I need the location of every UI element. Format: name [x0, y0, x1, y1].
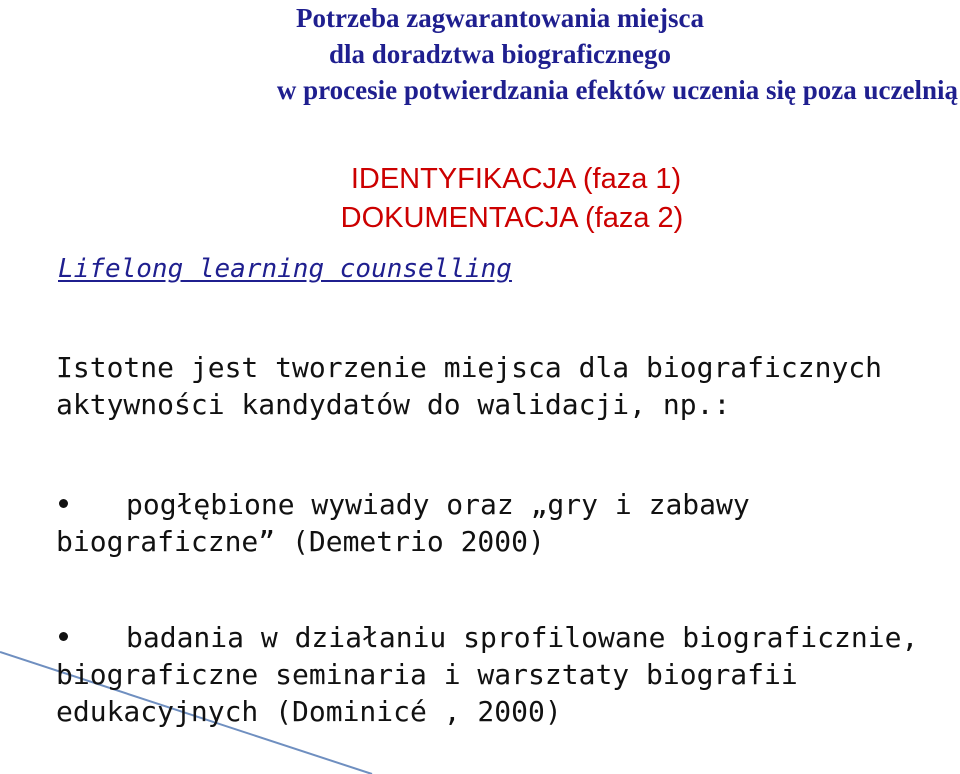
- title-line-3: w procesie potwierdzania efektów uczenia się poza uczelnią: [276, 75, 958, 105]
- phase-1-heading: IDENTYFIKACJA (faza 1): [350, 163, 682, 195]
- intro-line-2: aktywności kandydatów do walidacji, np.:: [56, 388, 731, 421]
- bullet-1-line-2: biograficzne” (Demetrio 2000): [56, 525, 545, 558]
- bullet-2-line-3: edukacyjnych (Dominicé , 2000): [56, 695, 562, 728]
- title-line-2: dla doradztwa biograficznego: [329, 39, 671, 69]
- bullet-dot-icon: [56, 486, 126, 523]
- bullet-dot-icon: [56, 619, 126, 656]
- intro-paragraph: [56, 349, 882, 423]
- bullet-1-line-1: pogłębione wywiady oraz „gry i zabawy: [126, 488, 750, 521]
- bullet-item-2: [56, 619, 918, 730]
- intro-line-1: Istotne jest tworzenie miejsca dla biograficznych: [56, 351, 883, 384]
- bullet-2-line-2: biograficzne seminaria i warsztaty biografii: [56, 658, 798, 691]
- title-line-1: Potrzeba zagwarantowania miejsca: [296, 3, 704, 33]
- bullet-2-line-1: badania w działaniu sprofilowane biograficznie,: [126, 621, 919, 654]
- lifelong-learning-subtitle: Lifelong learning counselling: [58, 254, 512, 284]
- phase-2-heading: DOKUMENTACJA (faza 2): [340, 202, 684, 234]
- slide-title: [40, 0, 960, 108]
- bullet-item-1: [56, 486, 750, 560]
